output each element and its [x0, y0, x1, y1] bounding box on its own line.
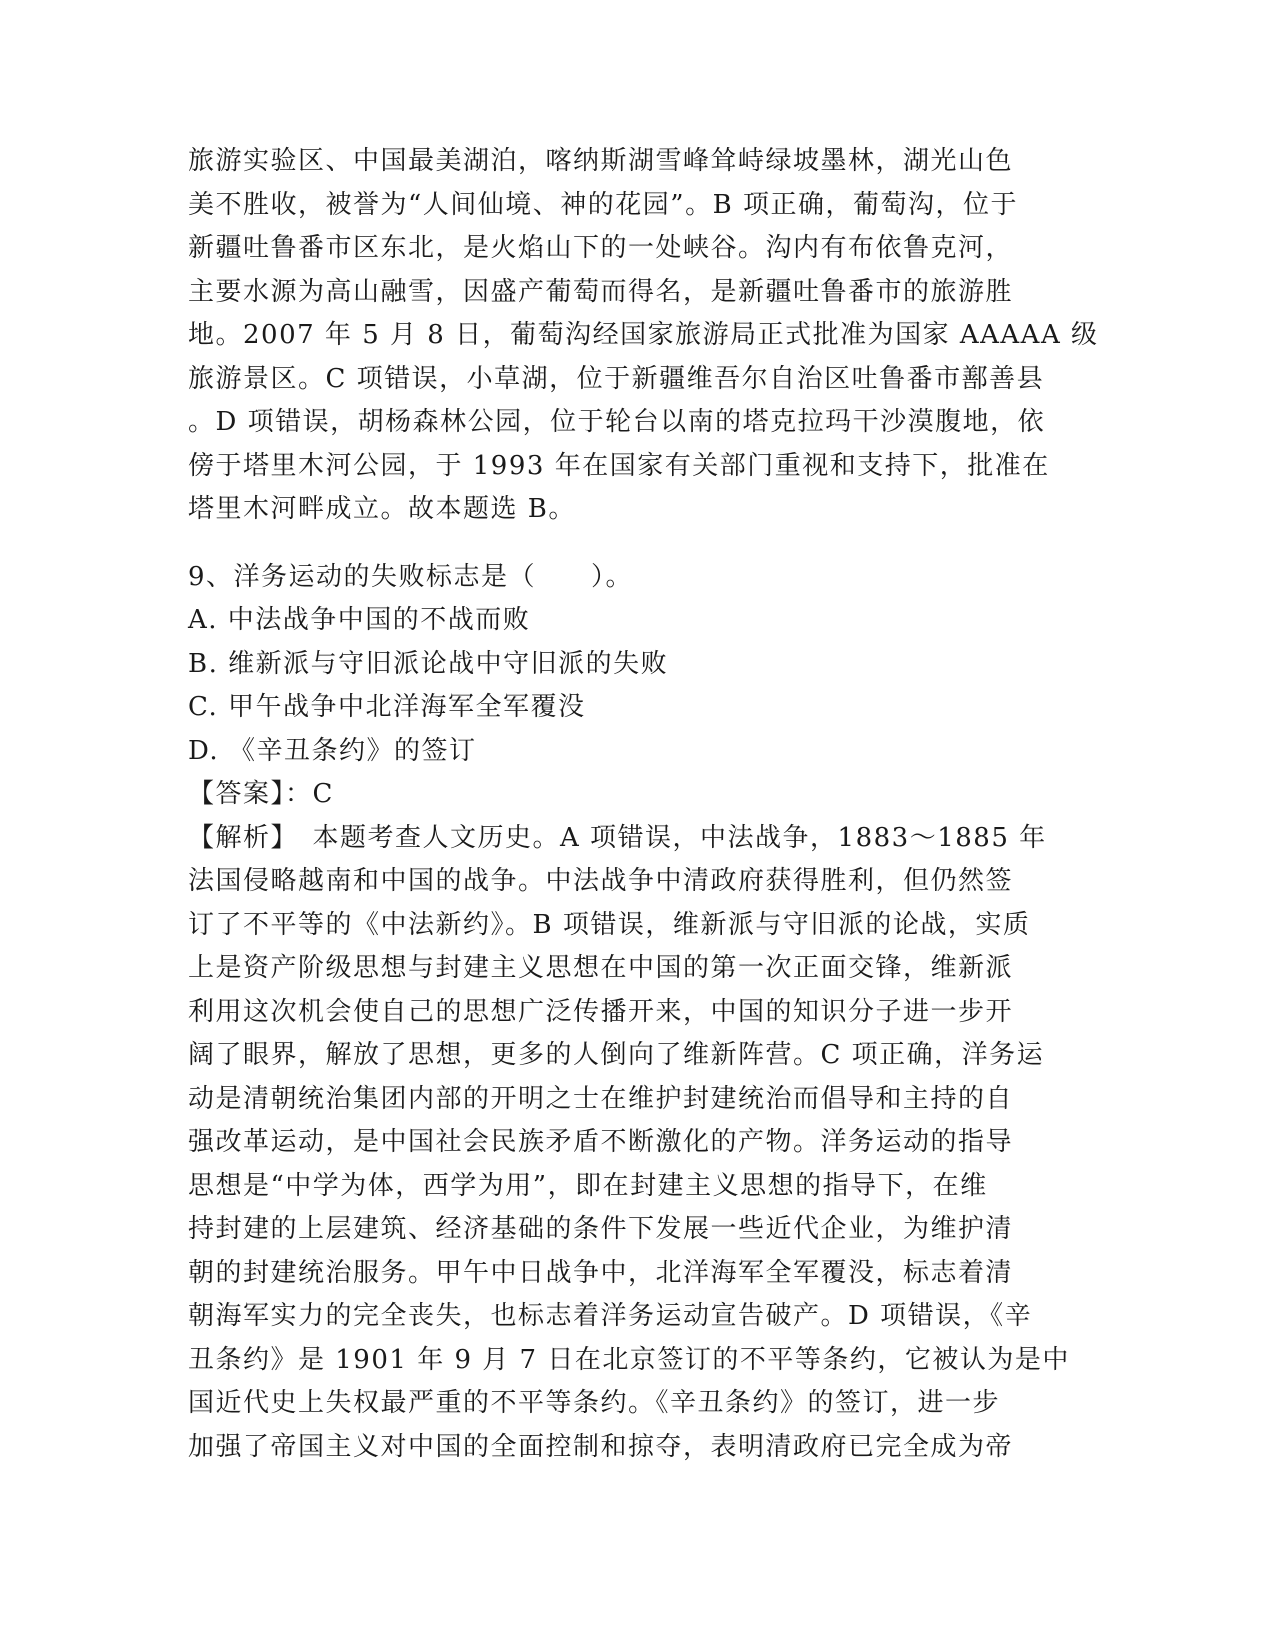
text-line: 美不胜收，被誉为“人间仙境、神的花园”。B 项正确，葡萄沟，位于	[188, 189, 1018, 220]
document-body	[188, 140, 1099, 1469]
text-line: 强改革运动，是中国社会民族矛盾不断激化的产物。洋务运动的指导	[188, 1127, 1014, 1157]
text-line: 塔里木河畔成立。故本题选 B。	[188, 494, 576, 524]
text-line: 上是资产阶级思想与封建主义思想在中国的第一次正面交锋，维新派	[188, 953, 1014, 983]
explanation	[188, 817, 1088, 1470]
text-line: 旅游景区。C 项错误，小草湖，位于新疆维吾尔自治区吐鲁番市鄯善县	[188, 363, 1045, 394]
text-line: 傍于塔里木河公园，于 1993 年在国家有关部门重视和支持下，批准在	[188, 450, 1050, 481]
text-line: 主要水源为高山融雪，因盛产葡萄而得名，是新疆吐鲁番市的旅游胜	[188, 276, 1014, 307]
question-stem: 9、洋务运动的失败标志是（ ）。	[188, 561, 634, 592]
text-line: 思想是“中学为体，西学为用”，即在封建主义思想的指导下，在维	[188, 1170, 988, 1201]
text-line: 加强了帝国主义对中国的全面控制和掠夺，表明清政府已完全成为帝	[188, 1431, 1014, 1462]
text-line: 动是清朝统治集团内部的开明之士在维护封建统治而倡导和主持的自	[188, 1083, 1014, 1114]
text-line: 订了不平等的《中法新约》。B 项错误，维新派与守旧派的论战，实质	[188, 909, 1031, 940]
question-block	[188, 556, 1088, 1470]
text-line: 国近代史上失权最严重的不平等条约。《辛丑条约》的签订，进一步	[188, 1388, 1001, 1418]
option-d: D. 《辛丑条约》的签订	[188, 735, 477, 766]
text-line: 阔了眼界，解放了思想，更多的人倒向了维新阵营。C 项正确，洋务运	[188, 1040, 1045, 1070]
previous-explanation	[188, 140, 1099, 532]
option-a: A. 中法战争中国的不战而败	[188, 605, 531, 635]
text-line: 丑条约》是 1901 年 9 月 7 日在北京签订的不平等条约，它被认为是中	[188, 1344, 1070, 1375]
text-line: 法国侵略越南和中国的战争。中法战争中清政府获得胜利，但仍然签	[188, 866, 1014, 896]
section-gap	[188, 532, 1088, 556]
text-line: 。D 项错误，胡杨森林公园，位于轮台以南的塔克拉玛干沙漠腹地，依	[188, 407, 1046, 437]
text-line: 地。2007 年 5 月 8 日，葡萄沟经国家旅游局正式批准为国家 AAAAA 级	[188, 320, 1099, 350]
text-line: 新疆吐鲁番市区东北，是火焰山下的一处峡谷。沟内有布依鲁克河，	[188, 233, 1014, 263]
answer-line: 【答案】：C	[188, 779, 334, 809]
option-c: C. 甲午战争中北洋海军全军覆没	[188, 692, 586, 722]
text-line: 【解析】 本题考查人文历史。A 项错误，中法战争，1883～1885 年	[188, 822, 1047, 853]
text-line: 旅游实验区、中国最美湖泊，喀纳斯湖雪峰耸峙绿坡墨林，湖光山色	[188, 146, 1014, 176]
text-line: 利用这次机会使自己的思想广泛传播开来，中国的知识分子进一步开	[188, 996, 1014, 1027]
text-line: 朝海军实力的完全丧失，也标志着洋务运动宣告破产。D 项错误，《辛	[188, 1301, 1033, 1331]
text-line: 朝的封建统治服务。甲午中日战争中，北洋海军全军覆没，标志着清	[188, 1257, 1014, 1288]
option-b: B. 维新派与守旧派论战中守旧派的失败	[188, 648, 669, 679]
text-line: 持封建的上层建筑、经济基础的条件下发展一些近代企业，为维护清	[188, 1214, 1014, 1244]
